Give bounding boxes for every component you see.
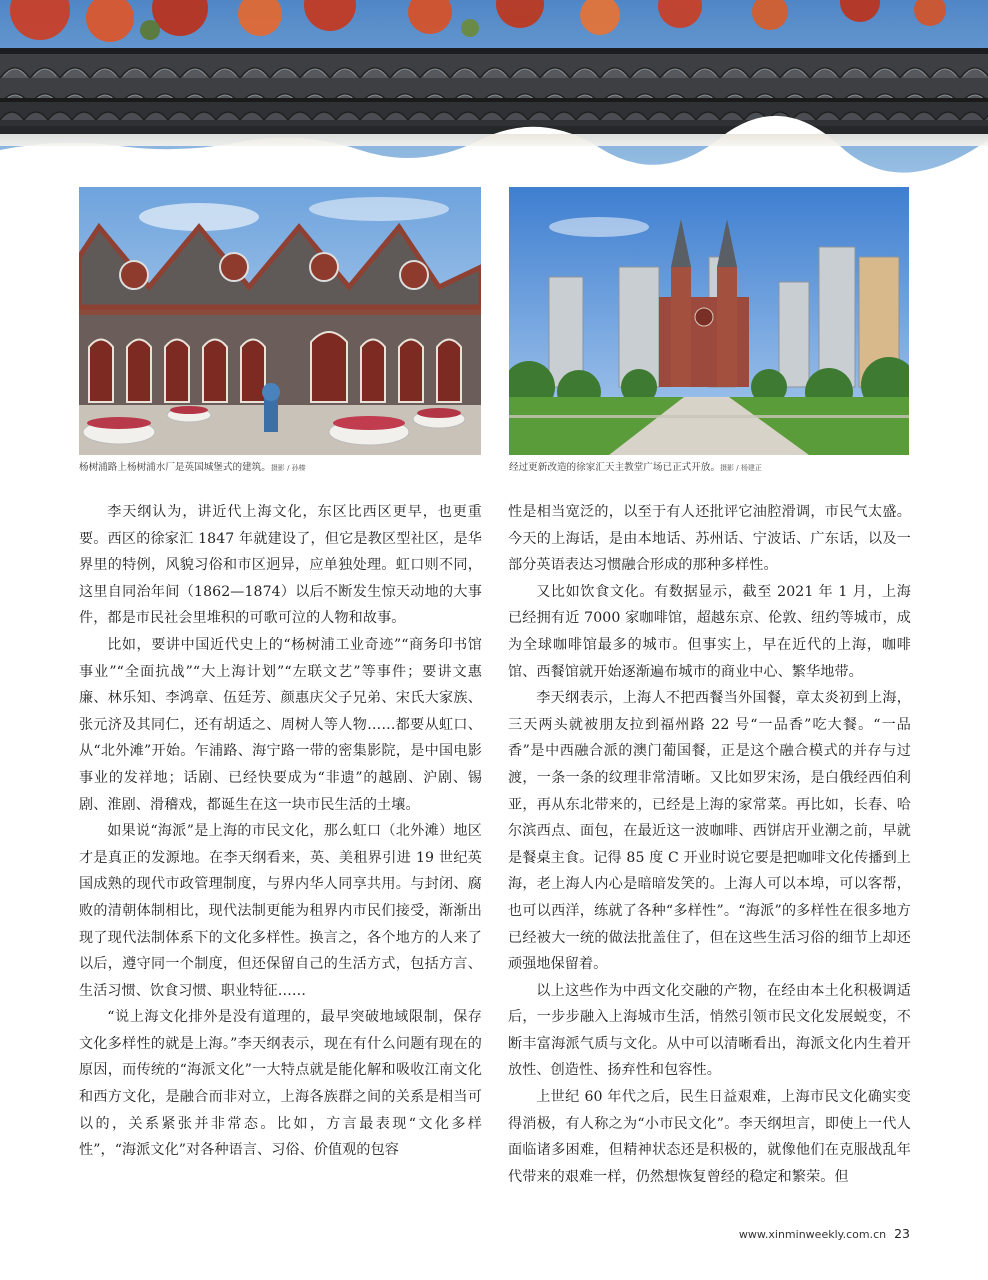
photo-credit: 摄影 / 孙榛 xyxy=(270,464,306,472)
article-paragraph: 李天纲表示，上海人不把西餐当外国餐，章太炎初到上海，三天两头就被朋友拉到福州路 22 号“一品香”吃大餐。“一品香”是中西融合派的澳门葡国餐，正是这个融合模式的并存与过渡，一条一条的纹理非常清晰。又比如罗宋汤，是白俄经西伯利亚，再从东北带来的，已经是上海的家常菜。再比如，长春、哈尔滨西点、面包，在最近这一波咖啡、西饼店开业潮之前，早就是餐桌主食。记得 85 度 C 开业时说它要是把咖啡文化传播到上海，老上海人内心是暗暗发笑的。上海人可以本埠，可以客帮，也可以西洋，练就了各种“多样性”。“海派”的多样性在很多地方已经被大一统的做法批盖住了，但在这些生活习俗的细节上却还顽强地保留着。 xyxy=(508,690,911,973)
article-paragraph-continued: 性是相当宽泛的，以至于有人还批评它油腔滑调，市民气太盛。今天的上海话，是由本地话、苏州话、宁波话、广东话，以及一部分英语表达习惯融合形成的那种多样性。 xyxy=(508,504,911,574)
page-footer xyxy=(739,1226,910,1241)
photo-credit: 摄影 / 杨建正 xyxy=(720,464,762,472)
article-paragraph: 又比如饮食文化。有数据显示，截至 2021 年 1 月，上海已经拥有近 7000 家咖啡馆，超越东京、伦敦、纽约等城市，成为全球咖啡馆最多的城市。但事实上，早在近代的上海，咖啡馆、西餐馆就开始逐渐遍布城市的商业中心、繁华地带。 xyxy=(508,583,911,680)
article-paragraph: 比如，要讲中国近代史上的“杨树浦工业奇迹”“商务印书馆事业”“全面抗战”“大上海计划”“左联文艺”等事件；要讲文惠廉、林乐知、李鸿章、伍廷芳、颜惠庆父子兄弟、宋氏大家族、张元济及其同仁，还有胡适之、周树人等人物……都要从虹口、从“北外滩”开始。乍浦路、海宁路一带的密集影院，是中国电影事业的发祥地；话剧、已经快要成为“非遗”的越剧、沪剧、锡剧、淮剧、滑稽戏，都诞生在这一块市民生活的土壤。 xyxy=(79,636,482,813)
article-right-column xyxy=(508,499,911,1190)
photo-caption-left xyxy=(79,459,306,473)
article-paragraph: “说上海文化排外是没有道理的，最早突破地域限制，保存文化多样性的就是上海。”李天纲表示，现在有什么问题有现在的原因，而传统的“海派文化”一大特点就是能化解和吸收江南文化和西方文化，是融合而非对立，上海各族群之间的关系是相当可以的，关系紧张并非常态。比如，方言最表现“文化多样性”，“海派文化”对各种语言、习俗、价值观的包容 xyxy=(79,1009,482,1159)
caption-text: 杨树浦路上杨树浦水厂是英国城堡式的建筑。 xyxy=(79,462,271,473)
page-number: 23 xyxy=(894,1226,910,1241)
website-url: www.xinminweekly.com.cn xyxy=(738,1228,887,1241)
article-left-column xyxy=(79,499,482,1164)
photo-cathedral-plaza xyxy=(509,187,909,455)
article-paragraph: 如果说“海派”是上海的市民文化，那么虹口（北外滩）地区才是真正的发源地。在李天纲看来，英、美租界引进 19 世纪英国成熟的现代市政管理制度，与界内华人同享共用。与封闭、腐败的清朝体制相比，现代法制更能为租界内市民们接受，渐渐出现了现代法制体系下的文化多样性。换言之，各个地方的人来了以后，遵守同一个制度，但还保留自己的生活方式，包括方言、生活习惯、饮食习惯、职业特征…… xyxy=(79,823,482,999)
header-banner-image xyxy=(0,0,988,190)
article-paragraph: 上世纪 60 年代之后，民生日益艰难，上海市民文化确实变得消极，有人称之为“小市民文化”。李天纲坦言，即使上一代人面临诸多困难，但精神状态还是积极的，就像他们在克服战乱年代带来的艰难一样，仍然想恢复曾经的稳定和繁荣。但 xyxy=(508,1089,911,1185)
photo-caption-right xyxy=(509,459,762,473)
article-paragraph: 李天纲认为，讲近代上海文化，东区比西区更早，也更重要。西区的徐家汇 1847 年就建设了，但它是教区型社区，是华界里的特例，风貌习俗和市区迥异，应单独处理。虹口则不同，这里自同治年间（1862—1874）以后不断发生惊天动地的大事件，都是市民社会里堆积的可歌可泣的人物和故事。 xyxy=(79,504,482,627)
photo-waterworks xyxy=(79,187,481,455)
caption-text: 经过更新改造的徐家汇天主教堂广场已正式开放。 xyxy=(509,462,721,473)
article-paragraph: 以上这些作为中西文化交融的产物，在经由本土化积极调适后，一步步融入上海城市生活，悄然引领市民文化发展蜕变，不断丰富海派气质与文化。从中可以清晰看出，海派文化内生着开放性、创造性、扬弃性和包容性。 xyxy=(508,982,911,1079)
